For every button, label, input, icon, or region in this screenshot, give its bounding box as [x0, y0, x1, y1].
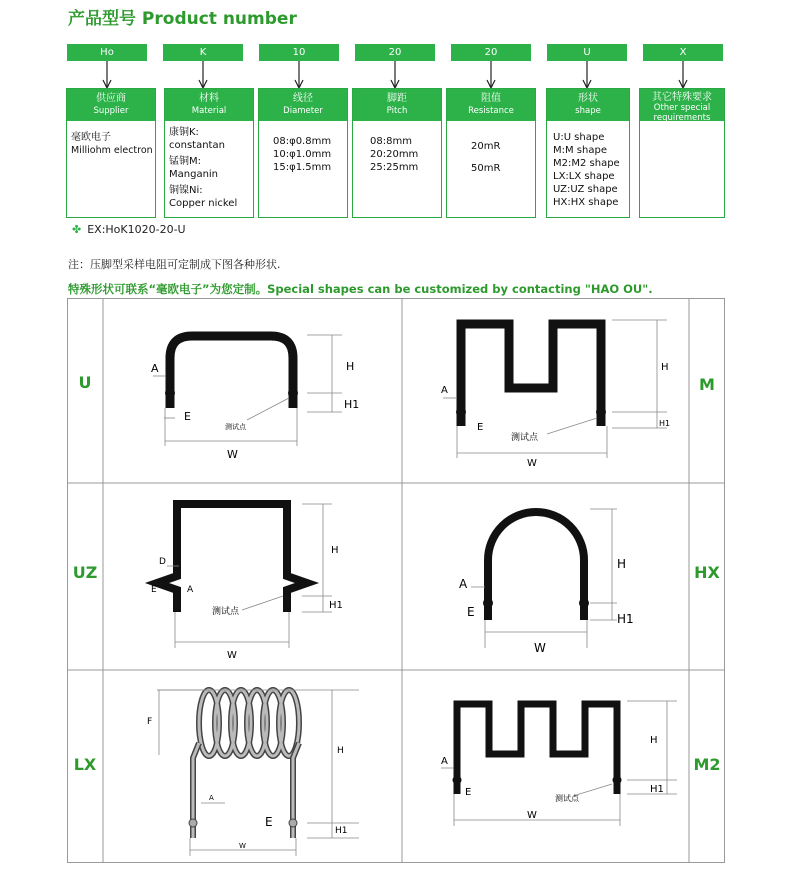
dim-label: A: [441, 756, 448, 767]
down-arrow-icon: [678, 61, 688, 89]
column-line: Copper nickel: [169, 198, 238, 209]
dim-label: F: [147, 717, 153, 727]
column-line: M2:M2 shape: [553, 158, 620, 169]
uz-shape-diagram: [151, 504, 343, 661]
column-title-cn: 其它特殊要求: [652, 92, 712, 103]
column-pitch: [352, 88, 442, 218]
column-line: 08:8mm: [370, 136, 412, 147]
code-box-other: X: [643, 44, 723, 61]
column-line: 20:20mm: [370, 149, 419, 160]
dim-label: A: [151, 362, 159, 375]
column-title-en: Supplier: [93, 106, 129, 116]
dim-label: A: [459, 577, 468, 591]
code-box-pitch: 20: [355, 44, 435, 61]
dim-label: W: [239, 842, 246, 850]
shape-label-hx: HX: [694, 563, 720, 582]
column-line: Manganin: [169, 169, 219, 180]
column-line: 10:φ1.0mm: [273, 149, 332, 160]
shape-label-u: U: [78, 373, 92, 392]
dim-label: H: [617, 557, 627, 571]
column-title-en: Pitch: [386, 106, 408, 116]
dim-label: W: [534, 641, 546, 655]
shape-label-m2: M2: [693, 755, 721, 774]
note-text: 注：压脚型采样电阻可定制成下图各种形状.: [68, 258, 281, 271]
column-other: [639, 88, 725, 218]
dim-label: W: [227, 650, 237, 661]
test-point-label: 测试点: [225, 423, 246, 431]
column-line: Milliohm electron: [71, 145, 153, 156]
dim-label: H1: [659, 419, 671, 428]
code-box-supplier: Ho: [67, 44, 147, 61]
dim-label: H: [337, 746, 344, 756]
m2-shape-diagram: [441, 701, 677, 826]
column-line: UZ:UZ shape: [553, 184, 618, 195]
column-title-en: Material: [191, 106, 227, 116]
column-line: 毫欧电子: [71, 132, 111, 143]
shape-label-lx: LX: [73, 755, 97, 774]
column-line: 15:φ1.5mm: [273, 162, 332, 173]
column-title-cn: 供应商: [96, 93, 126, 104]
column-title-cn: 脚距: [387, 93, 407, 104]
down-arrow-icon: [582, 61, 592, 89]
column-title-en: Diameter: [283, 106, 323, 116]
column-line: M:M shape: [553, 145, 607, 156]
dim-label: E: [184, 410, 191, 423]
test-point-label: 测试点: [511, 433, 539, 443]
dim-label: W: [527, 810, 537, 821]
column-line: U:U shape: [553, 132, 605, 143]
code-box-material: K: [163, 44, 243, 61]
dim-label: E: [265, 815, 273, 829]
column-shape: [546, 88, 630, 218]
column-title-cn: 线径: [293, 93, 313, 104]
column-material: [164, 88, 254, 218]
column-title-en: Resistance: [468, 106, 514, 116]
column-line: constantan: [169, 140, 225, 151]
shape-label-uz: UZ: [72, 563, 98, 582]
shapes-table: [67, 298, 725, 863]
code-box-resistance: 20: [451, 44, 531, 61]
page-title: 产品型号 Product number: [68, 9, 297, 29]
column-resistance: [446, 88, 536, 218]
dim-label: H1: [617, 612, 634, 626]
column-line: 08:φ0.8mm: [273, 136, 332, 147]
column-title-cn: 形状: [578, 93, 598, 104]
column-line: 铜镍Ni:: [169, 185, 203, 196]
dim-label: E: [465, 787, 472, 798]
column-line: 50mR: [471, 163, 501, 174]
down-arrow-icon: [102, 61, 112, 89]
down-arrow-icon: [486, 61, 496, 89]
column-line: 锰铜M:: [169, 156, 201, 167]
column-title-cn: 材料: [199, 93, 219, 104]
dim-label: A: [441, 385, 448, 396]
m-shape-diagram: [441, 320, 670, 469]
down-arrow-icon: [198, 61, 208, 89]
column-line: 20mR: [471, 141, 501, 152]
test-point-label: 测试点: [212, 607, 240, 617]
dim-label: H1: [329, 600, 343, 611]
code-box-diameter: 10: [259, 44, 339, 61]
hx-shape-diagram: [459, 509, 634, 655]
dim-label: H: [346, 360, 355, 373]
dim-label: W: [527, 458, 537, 469]
dim-label: A: [187, 585, 194, 595]
column-line: 25:25mm: [370, 162, 419, 173]
column-line: 康铜K:: [169, 127, 199, 138]
column-title-en: shape: [575, 106, 601, 116]
dim-label: E: [477, 422, 484, 433]
column-title-cn: 阻值: [481, 93, 501, 104]
column-supplier: [66, 88, 156, 218]
column-line: HX:HX shape: [553, 197, 619, 208]
code-box-shape: U: [547, 44, 627, 61]
dim-label: H1: [650, 784, 664, 795]
dim-label: H1: [344, 398, 360, 411]
dim-label: A: [209, 794, 214, 802]
dim-label: W: [227, 448, 238, 461]
dim-label: H: [661, 362, 669, 373]
column-title-en: Other special requirements: [653, 103, 711, 123]
column-line: LX:LX shape: [553, 171, 615, 182]
lx-shape-diagram: [147, 690, 359, 856]
example-line: [72, 223, 186, 236]
shape-label-m: M: [699, 375, 715, 394]
special-shapes-text: 特殊形状可联系“毫欧电子”为您定制。Special shapes can be customized by contacting "HAO OU".: [68, 282, 653, 296]
dim-label: H: [331, 545, 339, 556]
test-point-label: 测试点: [555, 794, 579, 803]
dim-label: E: [467, 605, 475, 619]
clover-bullet-icon: ✤: [72, 223, 82, 236]
down-arrow-icon: [294, 61, 304, 89]
dim-label: H1: [335, 826, 348, 836]
dim-label: H: [650, 735, 658, 746]
down-arrow-icon: [390, 61, 400, 89]
column-diameter: [258, 88, 348, 218]
dim-label: E: [151, 585, 157, 595]
example-code: EX:HoK1020-20-U: [87, 223, 186, 236]
u-shape-diagram: [151, 335, 359, 461]
dim-label: D: [159, 557, 166, 567]
